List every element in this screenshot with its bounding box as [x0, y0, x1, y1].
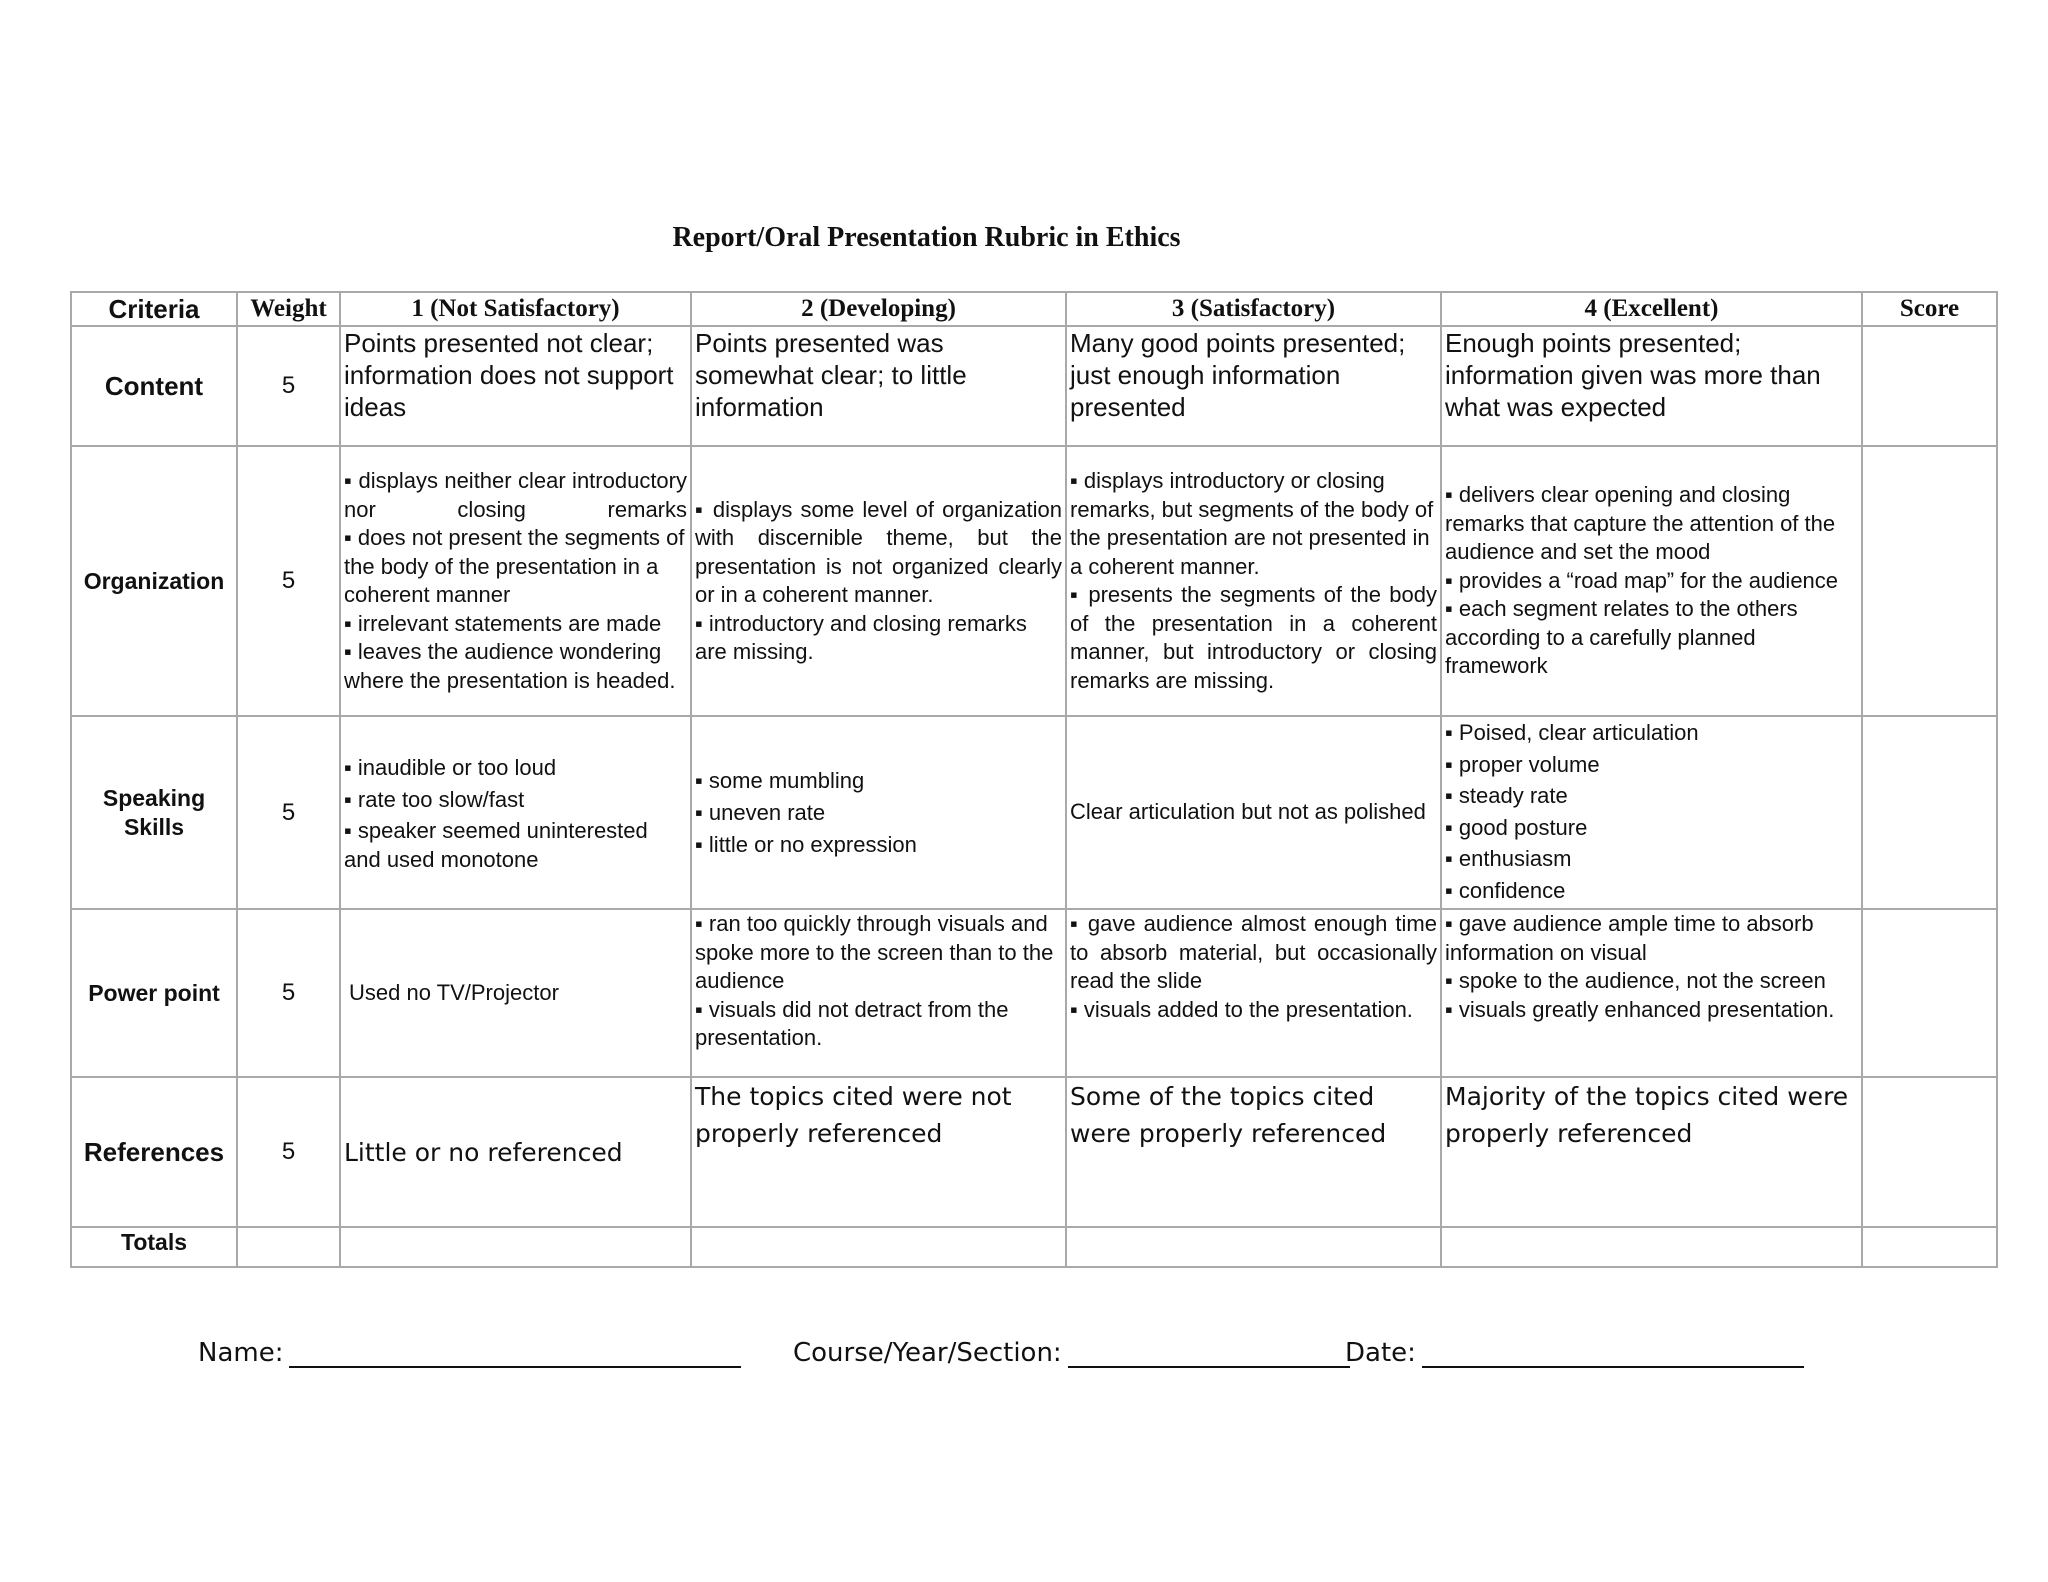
list-item: ▪ confidence [1445, 875, 1858, 907]
list-item: ▪ does not present the segments of the body of the presentation in a coherent manner [344, 524, 687, 610]
powerpoint-level-3 [1066, 909, 1441, 1077]
content-level-4: Enough points presented; information given was more than what was expected [1441, 326, 1862, 446]
list-item: ▪ provides a “road map” for the audience [1445, 567, 1858, 596]
name-field[interactable] [198, 1338, 741, 1368]
row-references [71, 1077, 1997, 1227]
totals-level-3 [1066, 1227, 1441, 1267]
header-level-3: 3 (Satisfactory) [1066, 292, 1441, 326]
organization-level-3 [1066, 446, 1441, 716]
date-field[interactable] [1345, 1338, 1804, 1368]
weight-power-point: 5 [237, 909, 340, 1077]
speaking-level-1 [340, 716, 691, 909]
list-item: ▪ displays introductory or closing remarks, but segments of the body of the presentation are not presented in a coherent manner. [1070, 467, 1437, 581]
list-item: ▪ each segment relates to the others according to a carefully planned framework [1445, 595, 1858, 681]
course-field[interactable] [793, 1338, 1350, 1368]
row-content [71, 326, 1997, 446]
list-item: ▪ spoke to the audience, not the screen [1445, 967, 1858, 996]
content-level-3: Many good points presented; just enough information presented [1066, 326, 1441, 446]
score-references[interactable] [1862, 1077, 1997, 1227]
course-label: Course/Year/Section: [793, 1338, 1062, 1368]
list-item: ▪ speaker seemed uninterested and used monotone [344, 816, 687, 874]
powerpoint-level-1: Used no TV/Projector [340, 909, 691, 1077]
list-item: ▪ visuals added to the presentation. [1070, 996, 1437, 1025]
date-label: Date: [1345, 1338, 1416, 1368]
weight-references: 5 [237, 1077, 340, 1227]
list-item: ▪ gave audience ample time to absorb information on visual [1445, 910, 1858, 967]
powerpoint-level-2 [691, 909, 1066, 1077]
header-level-1: 1 (Not Satisfactory) [340, 292, 691, 326]
list-item: ▪ good posture [1445, 812, 1858, 844]
totals-level-4 [1441, 1227, 1862, 1267]
row-power-point [71, 909, 1997, 1077]
organization-level-4 [1441, 446, 1862, 716]
criteria-content: Content [71, 326, 237, 446]
weight-speaking-skills: 5 [237, 716, 340, 909]
list-item: ▪ presents the segments of the body of the presentation in a coherent manner, but introductory or closing remarks are missing. [1070, 581, 1437, 695]
criteria-speaking-skills: Speaking Skills [71, 716, 237, 909]
list-item: ▪ leaves the audience wondering where the presentation is headed. [344, 638, 687, 695]
header-criteria: Criteria [71, 292, 237, 326]
row-speaking-skills [71, 716, 1997, 909]
references-level-1: Little or no referenced [340, 1077, 691, 1227]
header-weight: Weight [237, 292, 340, 326]
course-line[interactable] [1068, 1340, 1350, 1368]
list-item: ▪ visuals did not detract from the presentation. [695, 996, 1062, 1053]
speaking-level-3: Clear articulation but not as polished [1066, 716, 1441, 909]
list-item: ▪ irrelevant statements are made [344, 610, 687, 639]
references-level-3: Some of the topics cited were properly referenced [1066, 1077, 1441, 1227]
powerpoint-level-4 [1441, 909, 1862, 1077]
list-item: ▪ introductory and closing remarks are missing. [695, 610, 1062, 667]
header-level-2: 2 (Developing) [691, 292, 1066, 326]
totals-weight [237, 1227, 340, 1267]
name-label: Name: [198, 1338, 284, 1368]
speaking-level-2 [691, 716, 1066, 909]
list-item: ▪ inaudible or too loud [344, 752, 687, 784]
criteria-organization: Organization [71, 446, 237, 716]
header-level-4: 4 (Excellent) [1441, 292, 1862, 326]
list-item: ▪ visuals greatly enhanced presentation. [1445, 996, 1858, 1025]
references-level-4: Majority of the topics cited were properly referenced [1441, 1077, 1862, 1227]
name-line[interactable] [289, 1340, 741, 1368]
list-item: ▪ steady rate [1445, 780, 1858, 812]
rubric-table [70, 291, 1998, 1268]
list-item: ▪ Poised, clear articulation [1445, 717, 1858, 749]
content-level-2: Points presented was somewhat clear; to little information [691, 326, 1066, 446]
row-organization [71, 446, 1997, 716]
header-score: Score [1862, 292, 1997, 326]
totals-label: Totals [71, 1227, 237, 1267]
date-line[interactable] [1422, 1340, 1804, 1368]
score-speaking-skills[interactable] [1862, 716, 1997, 909]
totals-level-2 [691, 1227, 1066, 1267]
list-item: ▪ displays some level of organization with discernible theme, but the presentation is not organized clearly or in a coherent manner. [695, 496, 1062, 610]
page-title: Report/Oral Presentation Rubric in Ethics [672, 222, 1181, 253]
list-item: ▪ uneven rate [695, 797, 1062, 829]
weight-content: 5 [237, 326, 340, 446]
list-item: ▪ enthusiasm [1445, 843, 1858, 875]
speaking-level-4 [1441, 716, 1862, 909]
weight-organization: 5 [237, 446, 340, 716]
list-item: ▪ ran too quickly through visuals and spoke more to the screen than to the audience [695, 910, 1062, 996]
list-item: ▪ rate too slow/fast [344, 784, 687, 816]
row-totals [71, 1227, 1997, 1267]
list-item: ▪ gave audience almost enough time to absorb material, but occasionally read the slide [1070, 910, 1437, 996]
criteria-references: References [71, 1077, 237, 1227]
list-item: ▪ little or no expression [695, 829, 1062, 861]
references-level-2: The topics cited were not properly referenced [691, 1077, 1066, 1227]
score-organization[interactable] [1862, 446, 1997, 716]
list-item: ▪ displays neither clear introductory nor closing remarks [344, 467, 687, 524]
criteria-power-point: Power point [71, 909, 237, 1077]
organization-level-2 [691, 446, 1066, 716]
totals-level-1 [340, 1227, 691, 1267]
list-item: ▪ some mumbling [695, 765, 1062, 797]
organization-level-1 [340, 446, 691, 716]
list-item: ▪ proper volume [1445, 749, 1858, 781]
list-item: ▪ delivers clear opening and closing remarks that capture the attention of the audience and set the mood [1445, 481, 1858, 567]
score-power-point[interactable] [1862, 909, 1997, 1077]
score-content[interactable] [1862, 326, 1997, 446]
totals-score[interactable] [1862, 1227, 1997, 1267]
header-row [71, 292, 1997, 326]
content-level-1: Points presented not clear; information does not support ideas [340, 326, 691, 446]
